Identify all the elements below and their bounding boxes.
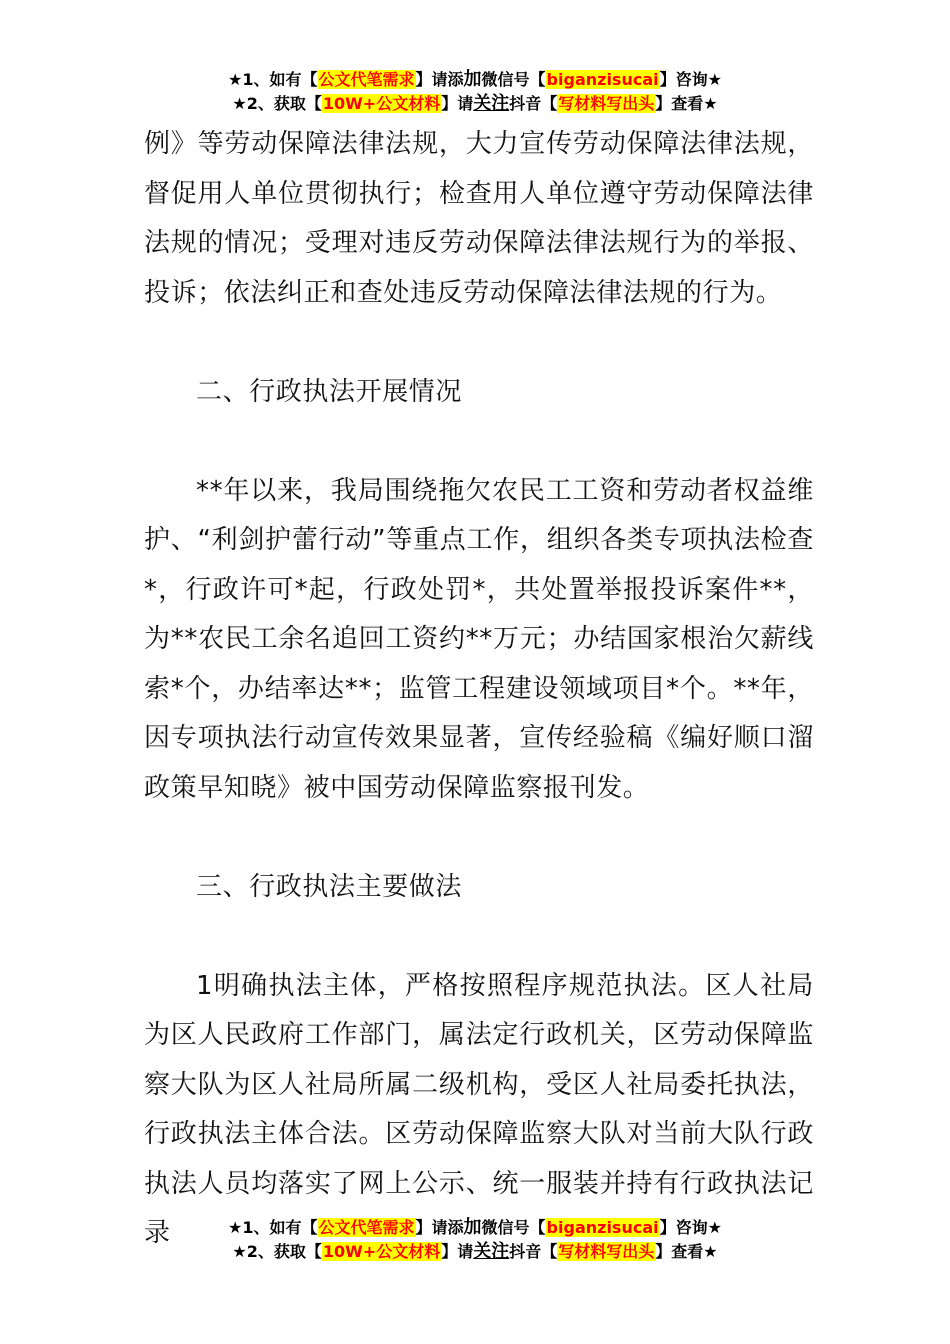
- banner-emphasis: 关注: [473, 1241, 510, 1262]
- banner-highlight: 10W+公文材料: [322, 1242, 441, 1261]
- paragraph-1: 例》等劳动保障法律法规，大力宣传劳动保障法律法规，督促用人单位贯彻执行；检查用人单位遵守劳动保障法律法规的情况；受理对违反劳动保障法律法规行为的举报、投诉；依法纠正和查处违反劳动保障法律法规的行为。: [144, 129, 814, 308]
- banner-text: 抖音【: [509, 1242, 558, 1261]
- banner-text: ★2、获取【: [232, 1242, 322, 1261]
- banner-text: 抖音【: [509, 94, 558, 113]
- banner-text: ★1、如有【: [228, 1218, 318, 1237]
- banner-line-2: [0, 92, 950, 116]
- banner-text: 微信号【: [481, 70, 546, 89]
- banner-emphasis: 加: [463, 1217, 482, 1238]
- top-banner: [0, 68, 950, 116]
- banner-highlight: 10W+公文材料: [322, 94, 441, 113]
- document-body: [144, 120, 814, 1259]
- banner-text: 】请添: [415, 70, 464, 89]
- banner-text: 】查看★: [655, 94, 718, 113]
- section-heading-3: 三、行政执法主要做法: [196, 871, 463, 902]
- banner-line-1: [0, 68, 950, 92]
- banner-highlight: 公文代笔需求: [318, 70, 415, 89]
- spacer: [144, 417, 814, 467]
- section-heading-2: 二、行政执法开展情况: [196, 376, 463, 407]
- banner-highlight: biganzisucai: [546, 1218, 659, 1237]
- banner-line-2: [0, 1240, 950, 1264]
- banner-text: ★1、如有【: [228, 70, 318, 89]
- banner-text: 微信号【: [481, 1218, 546, 1237]
- banner-text: 】咨询★: [659, 70, 722, 89]
- spacer: [144, 912, 814, 962]
- banner-text: 】请: [441, 1242, 474, 1261]
- banner-emphasis: 关注: [473, 93, 510, 114]
- banner-text: 】请: [441, 94, 474, 113]
- paragraph-3: 1明确执法主体，严格按照程序规范执法。区人社局为区人民政府工作部门，属法定行政机关，区劳动保障监察大队为区人社局所属二级机构，受区人社局委托执法，行政执法主体合法。区劳动保障监察大队对当前大队行政执法人员均落实了网上公示、统一服装并持有行政执法记录: [144, 970, 814, 1248]
- spacer: [144, 318, 814, 368]
- banner-emphasis: 加: [463, 69, 482, 90]
- banner-text: 】查看★: [655, 1242, 718, 1261]
- banner-text: 】请添: [415, 1218, 464, 1237]
- banner-highlight: biganzisucai: [546, 70, 659, 89]
- banner-highlight: 写材料写出头: [558, 94, 655, 113]
- paragraph-2: **年以来，我局围绕拖欠农民工工资和劳动者权益维护、“利剑护蕾行动”等重点工作，组织各类专项执法检查*，行政许可*起，行政处罚*，共处置举报投诉案件**，为**农民工余名追回工资约**万元；办结国家根治欠薪线索*个，办结率达**；监管工程建设领域项目*个。**年，因专项执法行动宣传效果显著，宣传经验稿《编好顺口溜政策早知晓》被中国劳动保障监察报刊发。: [144, 475, 814, 803]
- banner-highlight: 写材料写出头: [558, 1242, 655, 1261]
- banner-text: 】咨询★: [659, 1218, 722, 1237]
- banner-highlight: 公文代笔需求: [318, 1218, 415, 1237]
- bottom-banner: [0, 1216, 950, 1264]
- banner-line-1: [0, 1216, 950, 1240]
- banner-text: ★2、获取【: [232, 94, 322, 113]
- spacer: [144, 813, 814, 863]
